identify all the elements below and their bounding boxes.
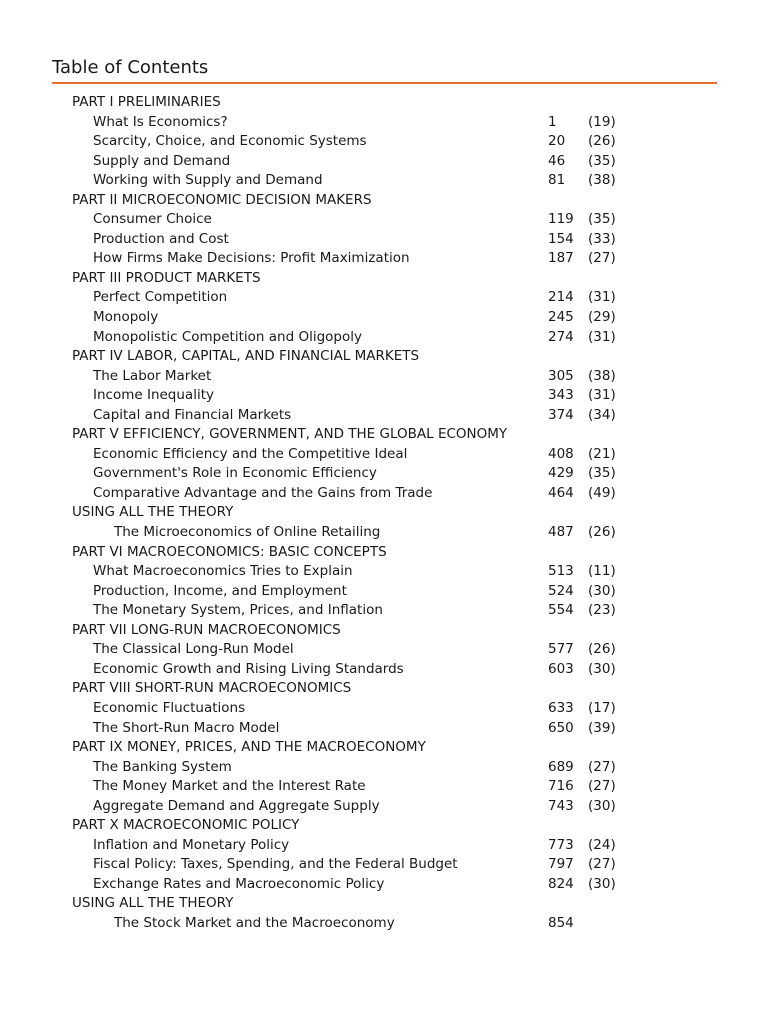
- toc-part-heading: [0, 738, 768, 758]
- chapter-title: Aggregate Demand and Aggregate Supply: [93, 797, 380, 814]
- page-count: (23): [588, 602, 616, 619]
- page-count: (49): [588, 484, 616, 501]
- chapter-title: The Labor Market: [93, 367, 212, 384]
- toc-entry: [0, 523, 768, 543]
- chapter-title: Fiscal Policy: Taxes, Spending, and the Federal Budget: [93, 856, 458, 873]
- chapter-title: Economic Efficiency and the Competitive Ideal: [93, 445, 408, 462]
- page-count: (27): [588, 778, 616, 795]
- toc-entry: [0, 640, 768, 660]
- chapter-title: Supply and Demand: [93, 152, 231, 169]
- toc-part-heading: [0, 503, 768, 523]
- toc-entry: [0, 210, 768, 230]
- page-number: 429: [548, 465, 574, 482]
- page-count: (17): [588, 699, 616, 716]
- page-count: (26): [588, 641, 616, 658]
- chapter-title: Production and Cost: [93, 230, 229, 247]
- toc-entry: [0, 836, 768, 856]
- chapter-title: The Money Market and the Interest Rate: [93, 778, 366, 795]
- page-number: 214: [548, 289, 574, 306]
- chapter-title: The Monetary System, Prices, and Inflation: [93, 602, 383, 619]
- page-count: (27): [588, 758, 616, 775]
- page-number: 20: [548, 133, 566, 150]
- toc-entry: [0, 777, 768, 797]
- toc-entry: [0, 562, 768, 582]
- chapter-title: The Classical Long-Run Model: [93, 641, 294, 658]
- toc-entry: [0, 152, 768, 172]
- page-count: (31): [588, 328, 616, 345]
- page-count: (30): [588, 875, 616, 892]
- page-number: 464: [548, 484, 574, 501]
- page-count: (27): [588, 856, 616, 873]
- page-count: (26): [588, 133, 616, 150]
- part-title: PART X MACROECONOMIC POLICY: [72, 817, 300, 834]
- page-number: 824: [548, 875, 574, 892]
- chapter-title: How Firms Make Decisions: Profit Maximization: [93, 250, 410, 267]
- toc-entry: [0, 758, 768, 778]
- chapter-title: What Is Economics?: [93, 113, 228, 130]
- chapter-title: Production, Income, and Employment: [93, 582, 347, 599]
- toc-entry: [0, 132, 768, 152]
- page-count: (30): [588, 582, 616, 599]
- page-number: 245: [548, 309, 574, 326]
- page-count: (31): [588, 387, 616, 404]
- page-number: 187: [548, 250, 574, 267]
- toc-entry: [0, 171, 768, 191]
- page-number: 408: [548, 445, 574, 462]
- page-count: (27): [588, 250, 616, 267]
- chapter-title: The Banking System: [93, 758, 232, 775]
- toc-entry: [0, 288, 768, 308]
- page-number: 650: [548, 719, 574, 736]
- toc-part-heading: [0, 425, 768, 445]
- page-number: 854: [548, 914, 574, 931]
- toc-entry: [0, 719, 768, 739]
- page-count: (39): [588, 719, 616, 736]
- toc-entry: [0, 445, 768, 465]
- page-count: (24): [588, 836, 616, 853]
- part-title: PART I PRELIMINARIES: [72, 94, 221, 110]
- page-number: 716: [548, 778, 574, 795]
- toc-part-heading: [0, 894, 768, 914]
- part-title: PART VIII SHORT-RUN MACROECONOMICS: [72, 680, 352, 697]
- page-count: (21): [588, 445, 616, 462]
- page-count: (31): [588, 289, 616, 306]
- toc-entry: [0, 699, 768, 719]
- toc-entry: [0, 328, 768, 348]
- toc-part-heading: [0, 816, 768, 836]
- page-number: 743: [548, 797, 574, 814]
- chapter-title: What Macroeconomics Tries to Explain: [93, 563, 353, 580]
- page-count: (26): [588, 524, 616, 541]
- page-number: 274: [548, 328, 574, 345]
- page-number: 513: [548, 563, 574, 580]
- part-title: PART VII LONG-RUN MACROECONOMICS: [72, 621, 341, 638]
- page-count: (30): [588, 797, 616, 814]
- toc-part-heading: [0, 93, 768, 113]
- page-title: Table of Contents: [52, 57, 209, 78]
- chapter-title: Comparative Advantage and the Gains from Trade: [93, 484, 433, 501]
- page-count: (35): [588, 211, 616, 228]
- page-count: (11): [588, 563, 616, 580]
- chapter-title: Government's Role in Economic Efficiency: [93, 465, 377, 482]
- page-count: (19): [588, 113, 616, 130]
- page-number: 1: [548, 113, 557, 130]
- page-count: (38): [588, 172, 616, 189]
- page-number: 689: [548, 758, 574, 775]
- page-number: 773: [548, 836, 574, 853]
- toc-entry: [0, 582, 768, 602]
- page-number: 524: [548, 582, 574, 599]
- toc-entry: [0, 855, 768, 875]
- page-number: 119: [548, 211, 574, 228]
- part-title: USING ALL THE THEORY: [72, 895, 234, 912]
- page-number: 603: [548, 660, 574, 677]
- toc-entry: [0, 464, 768, 484]
- toc-entry: [0, 484, 768, 504]
- chapter-title: The Microeconomics of Online Retailing: [114, 524, 381, 541]
- page-number: 46: [548, 152, 566, 169]
- page-number: 305: [548, 367, 574, 384]
- chapter-title: Income Inequality: [93, 387, 214, 404]
- page-number: 633: [548, 699, 574, 716]
- chapter-title: Working with Supply and Demand: [93, 172, 323, 189]
- page-number: 154: [548, 230, 574, 247]
- page-count: (30): [588, 660, 616, 677]
- chapter-title: Capital and Financial Markets: [93, 406, 292, 423]
- toc-entry: [0, 660, 768, 680]
- page-count: (35): [588, 465, 616, 482]
- toc-part-heading: [0, 621, 768, 641]
- page-number: 81: [548, 172, 566, 189]
- page-number: 487: [548, 524, 574, 541]
- toc-entry: [0, 308, 768, 328]
- page-count: (34): [588, 406, 616, 423]
- toc-part-heading: [0, 543, 768, 563]
- toc-entry: [0, 386, 768, 406]
- toc-entry: [0, 601, 768, 621]
- toc-entry: [0, 914, 768, 934]
- toc-entry: [0, 797, 768, 817]
- chapter-title: Consumer Choice: [93, 211, 212, 228]
- chapter-title: Monopolistic Competition and Oligopoly: [93, 328, 362, 345]
- chapter-title: The Short-Run Macro Model: [93, 719, 280, 736]
- part-title: PART II MICROECONOMIC DECISION MAKERS: [72, 191, 372, 208]
- part-title: PART IV LABOR, CAPITAL, AND FINANCIAL MARKETS: [72, 348, 420, 365]
- chapter-title: Perfect Competition: [93, 289, 228, 306]
- toc-entry: [0, 367, 768, 387]
- toc-part-heading: [0, 269, 768, 289]
- chapter-title: Scarcity, Choice, and Economic Systems: [93, 133, 367, 150]
- chapter-title: The Stock Market and the Macroeconomy: [114, 914, 395, 931]
- toc-part-heading: [0, 347, 768, 367]
- toc-list: [0, 93, 768, 934]
- page-number: 374: [548, 406, 574, 423]
- chapter-title: Inflation and Monetary Policy: [93, 836, 290, 853]
- part-title: PART VI MACROECONOMICS: BASIC CONCEPTS: [72, 543, 387, 560]
- chapter-title: Exchange Rates and Macroeconomic Policy: [93, 875, 385, 892]
- page-number: 797: [548, 856, 574, 873]
- page-number: 554: [548, 602, 574, 619]
- toc-entry: [0, 406, 768, 426]
- part-title: PART IX MONEY, PRICES, AND THE MACROECONOMY: [72, 739, 426, 756]
- chapter-title: Economic Fluctuations: [93, 699, 246, 716]
- toc-entry: [0, 230, 768, 250]
- toc-entry: [0, 875, 768, 895]
- toc-part-heading: [0, 191, 768, 211]
- toc-entry: [0, 249, 768, 269]
- page-number: 343: [548, 387, 574, 404]
- page-count: (35): [588, 152, 616, 169]
- toc-part-heading: [0, 679, 768, 699]
- chapter-title: Economic Growth and Rising Living Standards: [93, 660, 404, 677]
- page-count: (33): [588, 230, 616, 247]
- part-title: PART III PRODUCT MARKETS: [72, 269, 261, 286]
- page-number: 577: [548, 641, 574, 658]
- page-count: (38): [588, 367, 616, 384]
- page-count: (29): [588, 309, 616, 326]
- part-title: PART V EFFICIENCY, GOVERNMENT, AND THE GLOBAL ECONOMY: [72, 426, 508, 443]
- chapter-title: Monopoly: [93, 309, 159, 326]
- part-title: USING ALL THE THEORY: [72, 504, 234, 521]
- toc-entry: [0, 113, 768, 133]
- title-underline: [52, 82, 717, 84]
